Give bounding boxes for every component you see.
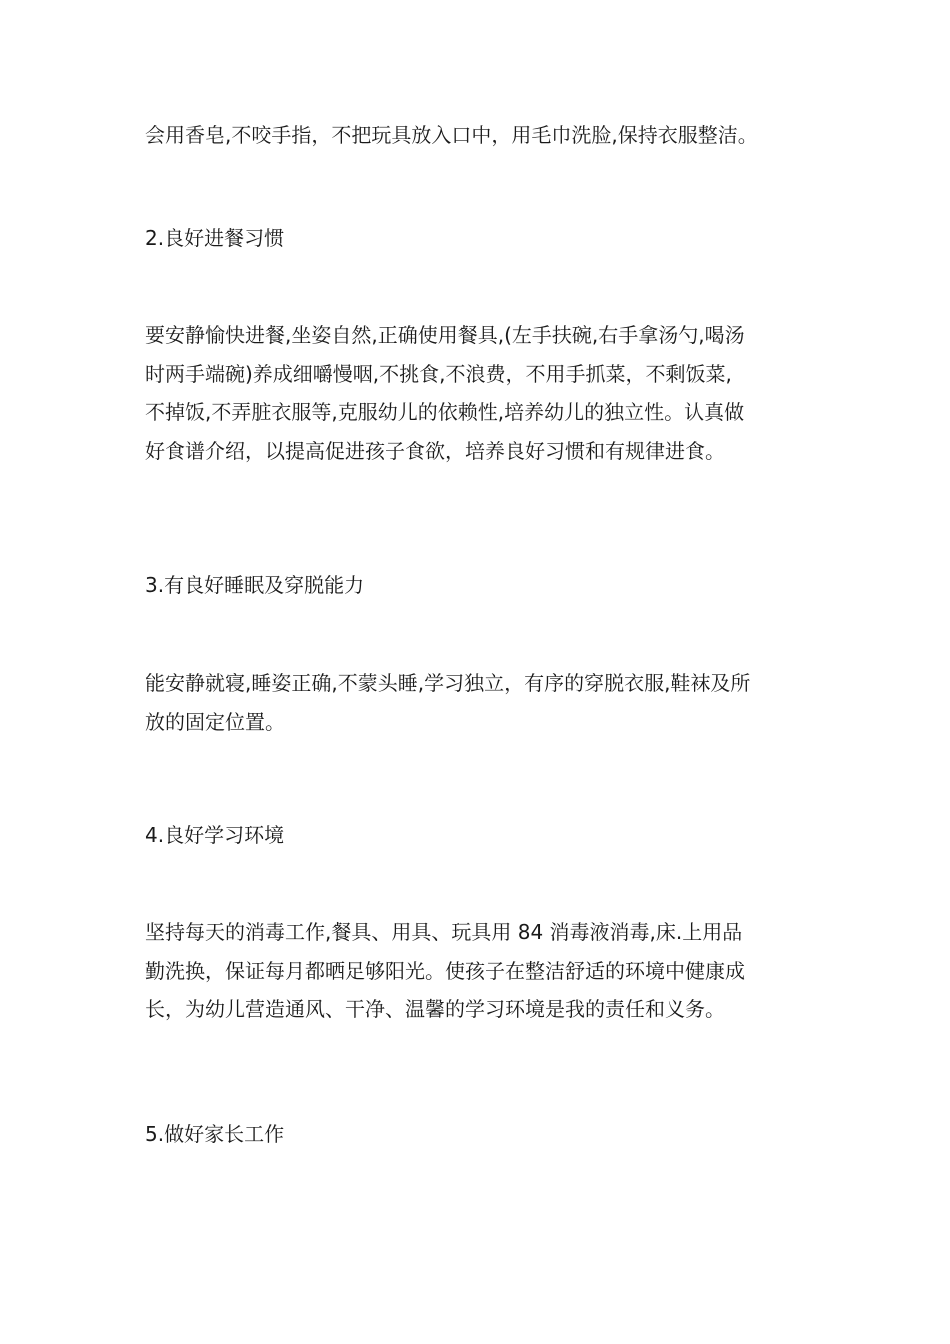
text-line: 坚持每天的消毒工作,餐具、用具、玩具用 84 消毒液消毒,床.上用品 <box>145 920 743 944</box>
text-line: 长，为幼儿营造通风、干净、温馨的学习环境是我的责任和义务。 <box>145 997 725 1021</box>
paragraph-eating-habits <box>145 316 810 470</box>
heading-text: 3.有良好睡眠及穿脱能力 <box>145 573 365 597</box>
heading-text: 5.做好家长工作 <box>145 1122 285 1146</box>
text-line: 放的固定位置。 <box>145 709 285 734</box>
section-heading-sleep-dressing <box>145 566 810 605</box>
text-line: 不掉饭,不弄脏衣服等,克服幼儿的依赖性,培养幼儿的独立性。认真做 <box>145 400 745 424</box>
paragraph-hygiene-habits <box>145 116 810 155</box>
section-heading-learning-environment <box>145 816 810 855</box>
text-line: 好食谱介绍，以提高促进孩子食欲，培养良好习惯和有规律进食。 <box>145 438 725 463</box>
heading-text: 2.良好进餐习惯 <box>145 226 285 250</box>
text-line: 勤洗换，保证每月都晒足够阳光。使孩子在整洁舒适的环境中健康成 <box>145 958 745 983</box>
text-line: 要安静愉快进餐,坐姿自然,正确使用餐具,(左手扶碗,右手拿汤勺,喝汤 <box>145 323 745 347</box>
section-heading-parent-work <box>145 1115 810 1154</box>
text-line: 能安静就寝,睡姿正确,不蒙头睡,学习独立，有序的穿脱衣服,鞋袜及所 <box>145 671 751 695</box>
heading-text: 4.良好学习环境 <box>145 823 285 847</box>
paragraph-learning-environment <box>145 913 810 1029</box>
paragraph-sleep-dressing <box>145 664 810 741</box>
text-line: 时两手端碗)养成细嚼慢咽,不挑食,不浪费，不用手抓菜，不剩饭菜, <box>145 361 732 386</box>
section-heading-eating-habits <box>145 219 810 258</box>
text-line: 会用香皂,不咬手指，不把玩具放入口中，用毛巾洗脸,保持衣服整洁。 <box>145 123 758 147</box>
